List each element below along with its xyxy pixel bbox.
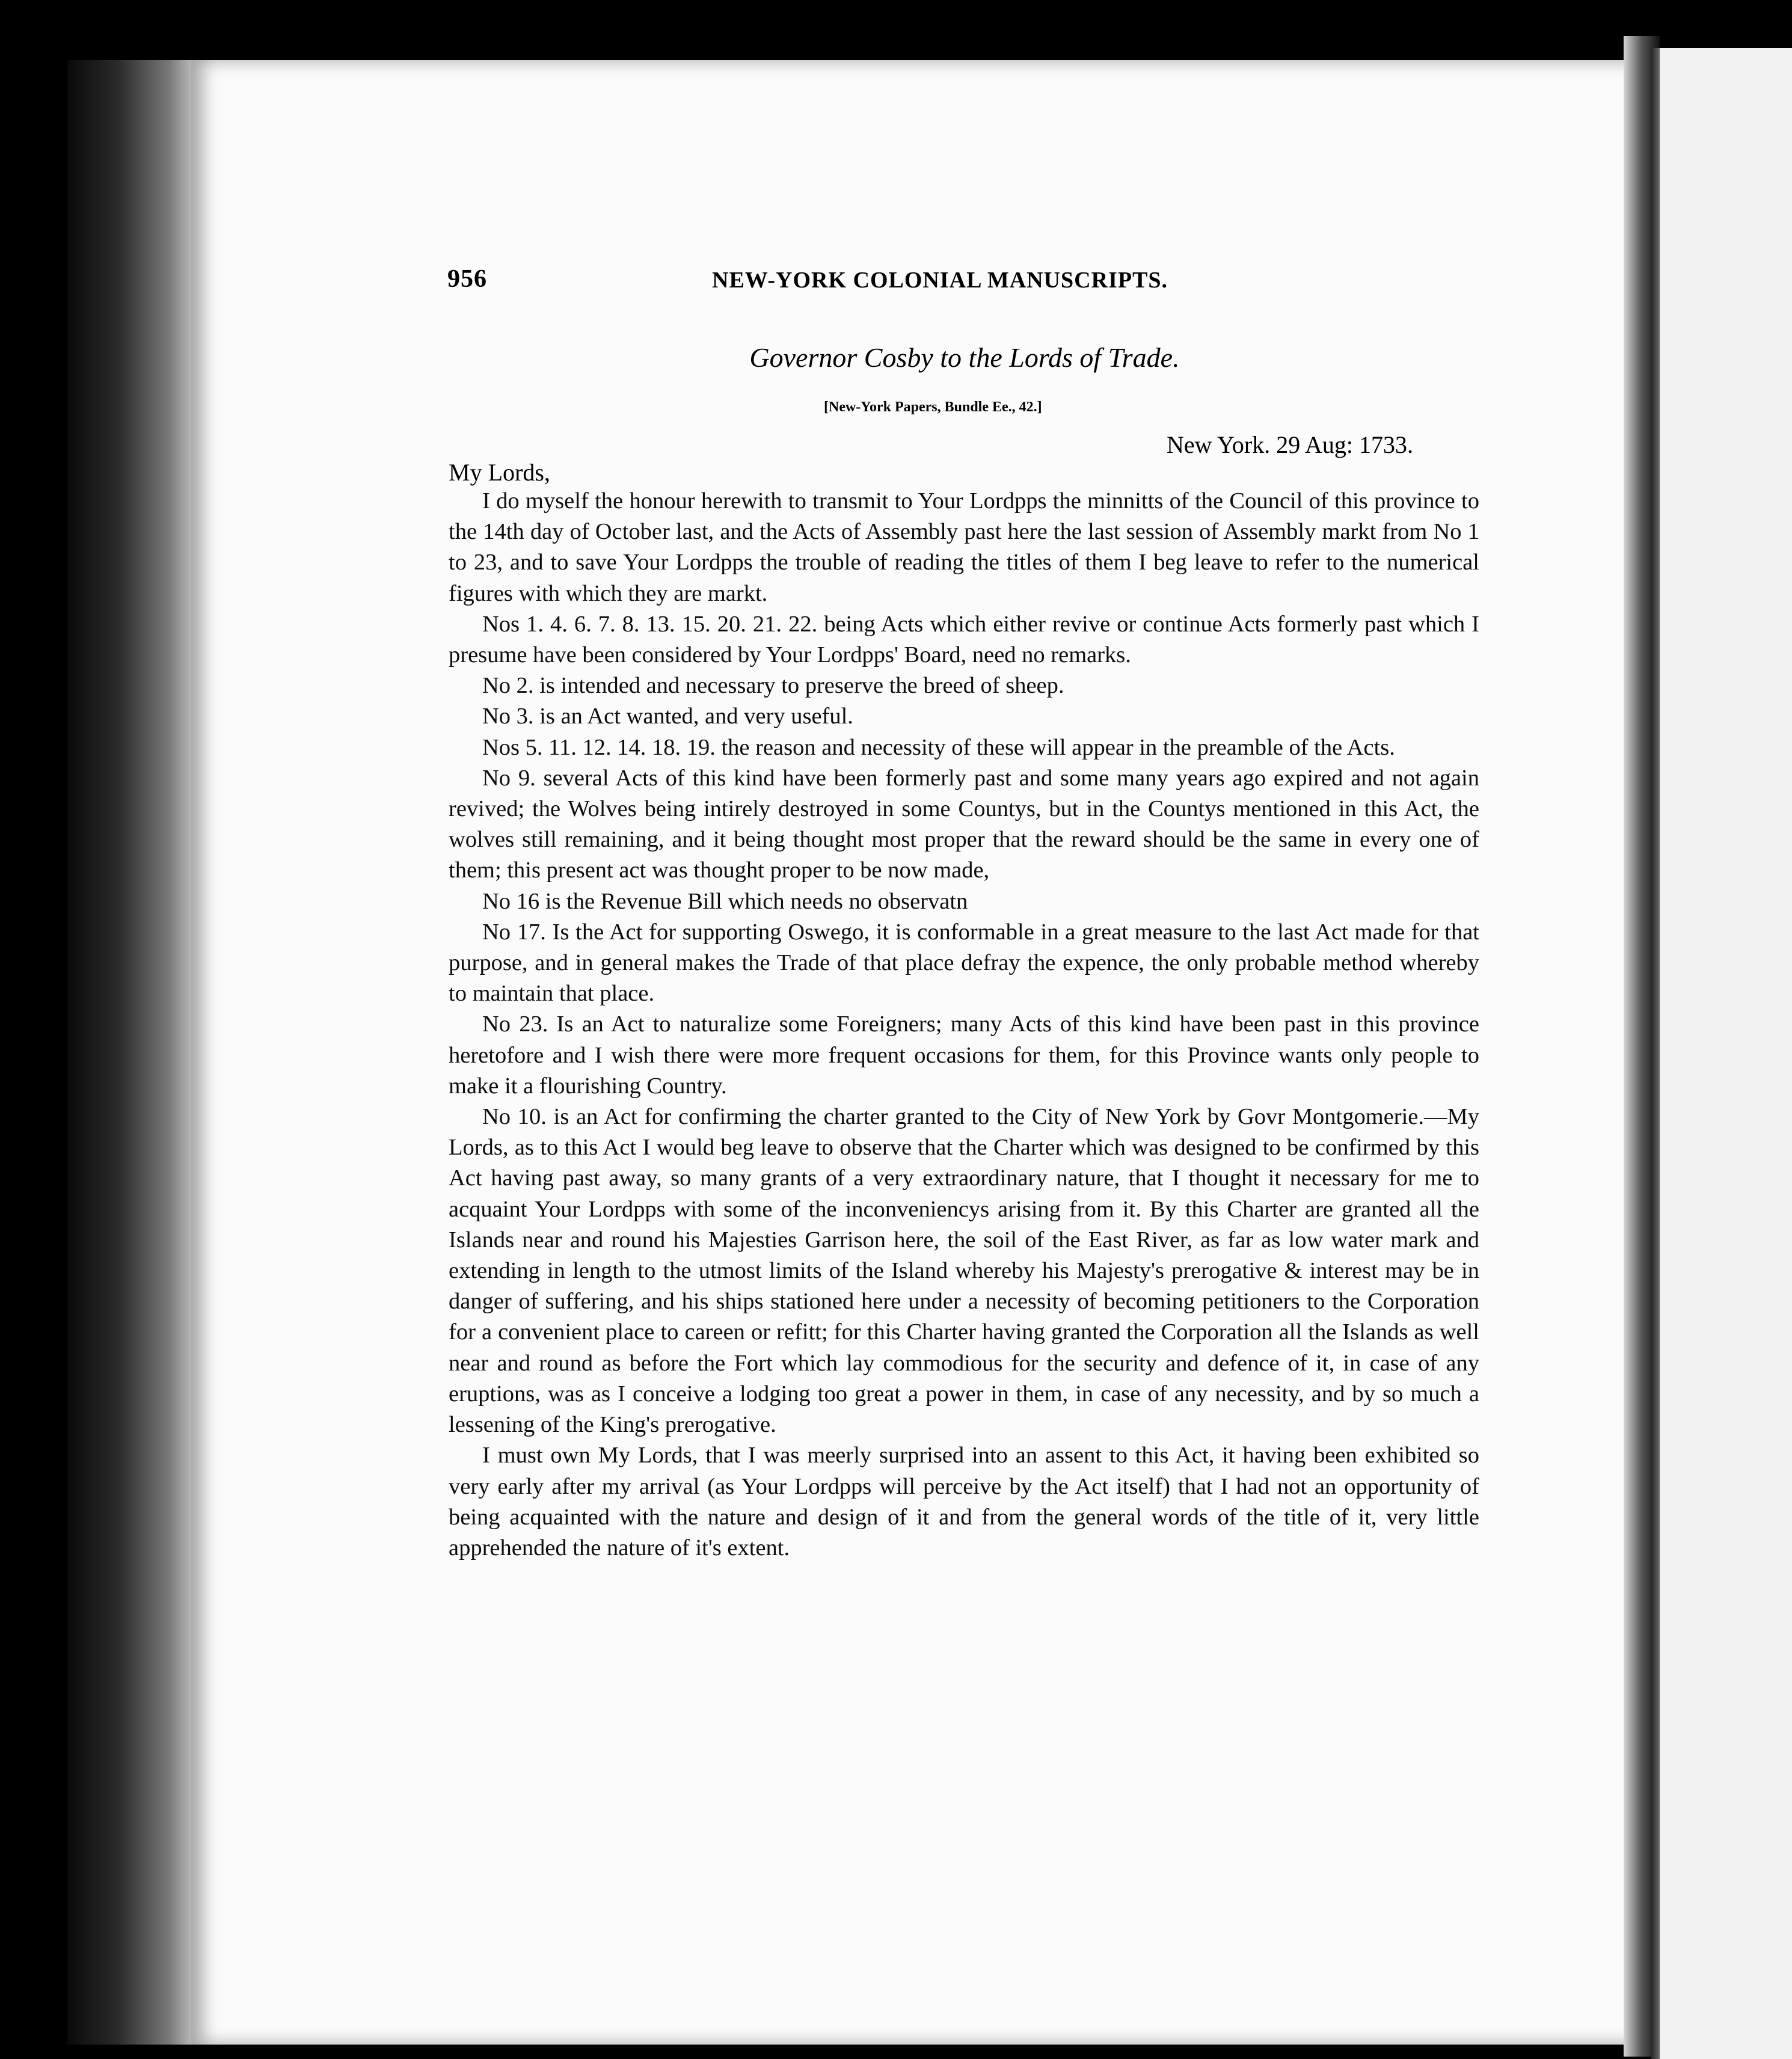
journal-title: NEW-YORK COLONIAL MANUSCRIPTS. <box>712 268 1168 293</box>
paragraph-text: No 10. is an Act for confirming the charter granted to the City of New York by Govr Montgomerie.—My Lords, as to this Act I would beg leave to observe that the Charter which was designed to be confirmed by this Act having past away, so many grants of a very extraordinary nature, that I thought it necessary for me to acquaint Your Lordpps with some of the inconveniencys arising from it. By this Charter are granted all the Islands near and round his Majesties Garrison here, the soil of the East River, as far as low water mark and extending in length to the utmost limits of the Island whereby his Majesty's prerogative & interest may be in danger of suffering, and his ships stationed here under a necessity of becoming petitioners to the Corporation for a convenient place to careen or refitt; for this Charter having granted the Corporation all the Islands as well near and round as before the Fort which lay commodious for the security and defence of it, in case of any eruptions, was as I conceive a lodging too great a power in them, in case of any necessity, and by so much a lessening of the King's prerogative. <box>449 1104 1479 1438</box>
paragraph-text: No 23. Is an Act to naturalize some Foreigners; many Acts of this kind have been past in this province heretofore and I wish there were more frequent occasions for them, for this Province wants only people to make it a flourishing Country. <box>449 1011 1479 1099</box>
document-title <box>447 342 1337 373</box>
paragraph-text: No 16 is the Revenue Bill which needs no observatn <box>482 888 968 914</box>
paragraph-3 <box>449 670 1479 701</box>
source-note: [New-York Papers, Bundle Ee., 42.] <box>824 399 1042 415</box>
paragraph-1 <box>449 486 1479 609</box>
paragraph-11 <box>449 1440 1479 1563</box>
paragraph-text: Nos 5. 11. 12. 14. 18. 19. the reason and necessity of these will appear in the preamble of the Acts. <box>482 734 1395 760</box>
paragraph-6 <box>449 763 1479 886</box>
next-page <box>1660 48 1792 2059</box>
paragraph-2 <box>449 609 1479 670</box>
paragraph-8 <box>449 917 1479 1010</box>
paragraph-text: I must own My Lords, that I was meerly surprised into an assent to this Act, it having been exhibited so very early after my arrival (as Your Lordpps will perceive by the Act itself) that I had not an opportunity of being acquainted with the nature and design of it and from the general words of the title of it, very little apprehended the nature of it's extent. <box>449 1443 1479 1560</box>
paragraph-9 <box>449 1009 1479 1102</box>
document-title-text: Governor Cosby to the Lords of Trade. <box>749 342 1180 373</box>
paragraph-text: No 3. is an Act wanted, and very useful. <box>482 704 853 729</box>
page-edge-left <box>67 60 194 2045</box>
paragraph-7 <box>449 886 1479 917</box>
paragraph-text: No 17. Is the Act for supporting Oswego, it is conformable in a great measure to the last Act made for that purpose, and in general makes the Trade of that place defray the expence, the only probable method whereby to maintain that place. <box>449 919 1479 1007</box>
paragraph-text: Nos 1. 4. 6. 7. 8. 13. 15. 20. 21. 22. being Acts which either revive or continue Acts formerly past which I presume have been considered by Your Lordpps' Board, need no remarks. <box>449 611 1479 668</box>
paragraph-5 <box>449 732 1479 763</box>
paragraph-text: No 9. several Acts of this kind have been formerly past and some many years ago expired and not again revived; the Wolves being intirely destroyed in some Countys, but in the Countys mentioned in this Act, the wolves still remaining, and it being thought most proper that the reward should be the same in every one of them; this present act was thought proper to be now made, <box>449 765 1479 883</box>
paragraph-text: I do myself the honour herewith to transmit to Your Lordpps the minnitts of the Council of this province to the 14th day of October last, and the Acts of Assembly past here the last session of Assembly markt from No 1 to 23, and to save Your Lordpps the trouble of reading the titles of them I beg leave to refer to the numerical figures with which they are markt. <box>449 488 1479 606</box>
page-number: 956 <box>447 265 487 293</box>
dateline: New York. 29 Aug: 1733. <box>1167 431 1414 458</box>
paragraph-4 <box>449 701 1479 732</box>
paragraph-10 <box>449 1102 1479 1440</box>
running-head <box>447 265 1210 301</box>
salutation: My Lords, <box>449 459 550 486</box>
letter-body <box>449 486 1479 1563</box>
paragraph-text: No 2. is intended and necessary to preserve the breed of sheep. <box>482 673 1064 699</box>
